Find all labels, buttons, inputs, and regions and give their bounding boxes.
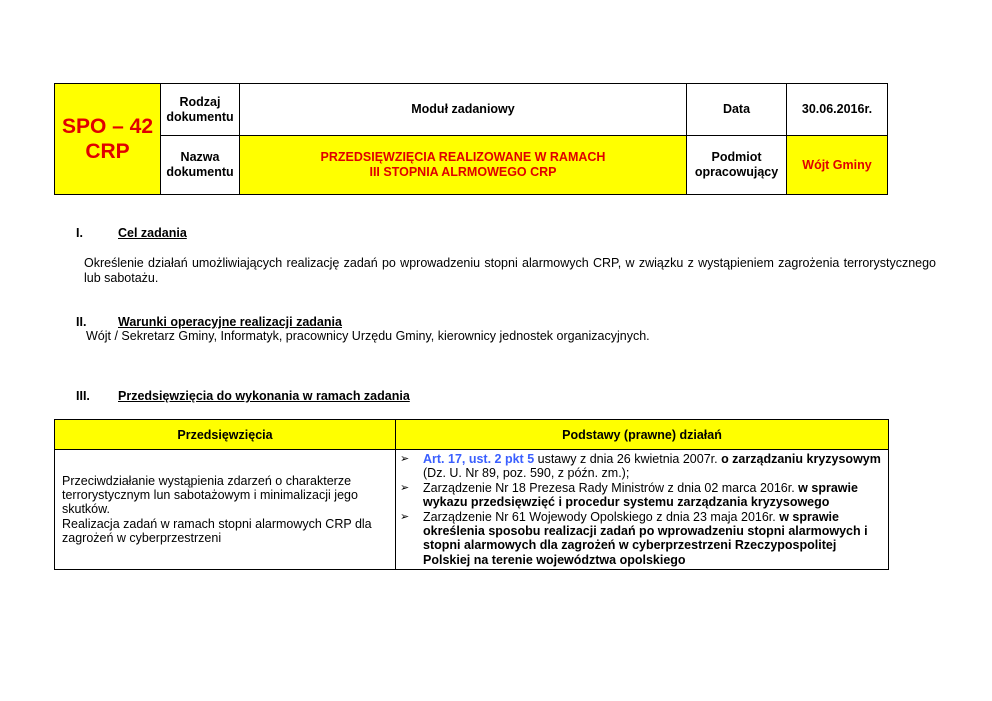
basis-item-bold-text: w sprawie określenia sposobu realizacji zadań po wprowadzeniu stopni alarmowych i stopni alarmowych dla zagrożeń w cyberprzestrzeni Rzeczypospolitej Polskiej na terenie województwa opolskiego: [423, 509, 868, 567]
arrow-bullet-icon: ➢: [400, 453, 410, 465]
section-1-number: I.: [76, 226, 83, 240]
section-1-title: Cel zadania: [118, 226, 187, 240]
basis-cell: [396, 450, 889, 570]
doc-name-value: [240, 136, 687, 195]
section-1-text: Określenie działań umożliwiających realizację zadań po wprowadzeniu stopni alarmowych CRP, w związku z wystąpieniem zagrożenia terrorystycznego lub sabotażu.: [84, 256, 936, 285]
doc-name-line-1: PRZEDSIĘWZIĘCIA REALIZOWANE W RAMACH: [320, 150, 606, 164]
measures-table: [54, 419, 889, 570]
basis-item-tail: (Dz. U. Nr 89, poz. 590, z późn. zm.);: [423, 466, 630, 481]
section-2-title: Warunki operacyjne realizacji zadania: [118, 315, 342, 329]
arrow-bullet-icon: ➢: [400, 510, 410, 523]
arrow-bullet-icon: ➢: [400, 481, 410, 494]
date-label: Data: [687, 84, 787, 136]
measures-cell: [55, 450, 396, 570]
law-article-link[interactable]: Art. 17, ust. 2 pkt 5: [423, 452, 535, 466]
basis-item: [400, 510, 882, 568]
document-code: SPO – 42 CRP: [55, 84, 161, 195]
basis-item-text: Zarządzenie Nr 18 Prezesa Rady Ministrów z dnia 02 marca 2016r.: [423, 480, 799, 495]
basis-item-text: Zarządzenie Nr 61 Wojewody Opolskiego z dnia 23 maja 2016r.: [423, 509, 780, 524]
basis-item: [400, 452, 882, 481]
doc-type-value: Moduł zadaniowy: [240, 84, 687, 136]
basis-column-header: Podstawy (prawne) działań: [396, 420, 889, 450]
doc-type-label: Rodzaj dokumentu: [161, 84, 240, 136]
doc-name-line-2: III STOPNIA ALRMOWEGO CRP: [369, 165, 557, 179]
basis-item-text: ustawy z dnia 26 kwietnia 2007r.: [534, 452, 722, 466]
section-2-number: II.: [76, 315, 87, 329]
author-value: Wójt Gminy: [787, 136, 888, 195]
basis-list: [400, 452, 882, 567]
section-3-number: III.: [76, 389, 90, 403]
doc-name-label: Nazwa dokumentu: [161, 136, 240, 195]
measures-paragraph-1: Przeciwdziałanie wystąpienia zdarzeń o charakterze terrorystycznym lun sabotażowym i minimalizacji jego skutków.: [62, 473, 358, 517]
document-header-table: [54, 83, 888, 195]
section-3-title: Przedsięwzięcia do wykonania w ramach zadania: [118, 389, 410, 403]
basis-item-bold-text: o zarządzaniu kryzysowym: [721, 452, 881, 466]
basis-item-bold-text: w sprawie wykazu przedsięwzięć i procedur systemu zarządzania kryzysowego: [423, 480, 858, 510]
measures-paragraph-2: Realizacja zadań w ramach stopni alarmowych CRP dla zagrożeń w cyberprzestrzeni: [62, 516, 372, 546]
basis-item: [400, 481, 882, 510]
author-label: Podmiot opracowujący: [687, 136, 787, 195]
measures-column-header: Przedsięwzięcia: [55, 420, 396, 450]
date-value: 30.06.2016r.: [787, 84, 888, 136]
section-2-text: Wójt / Sekretarz Gminy, Informatyk, pracownicy Urzędu Gminy, kierownicy jednostek organizacyjnych.: [86, 329, 650, 343]
